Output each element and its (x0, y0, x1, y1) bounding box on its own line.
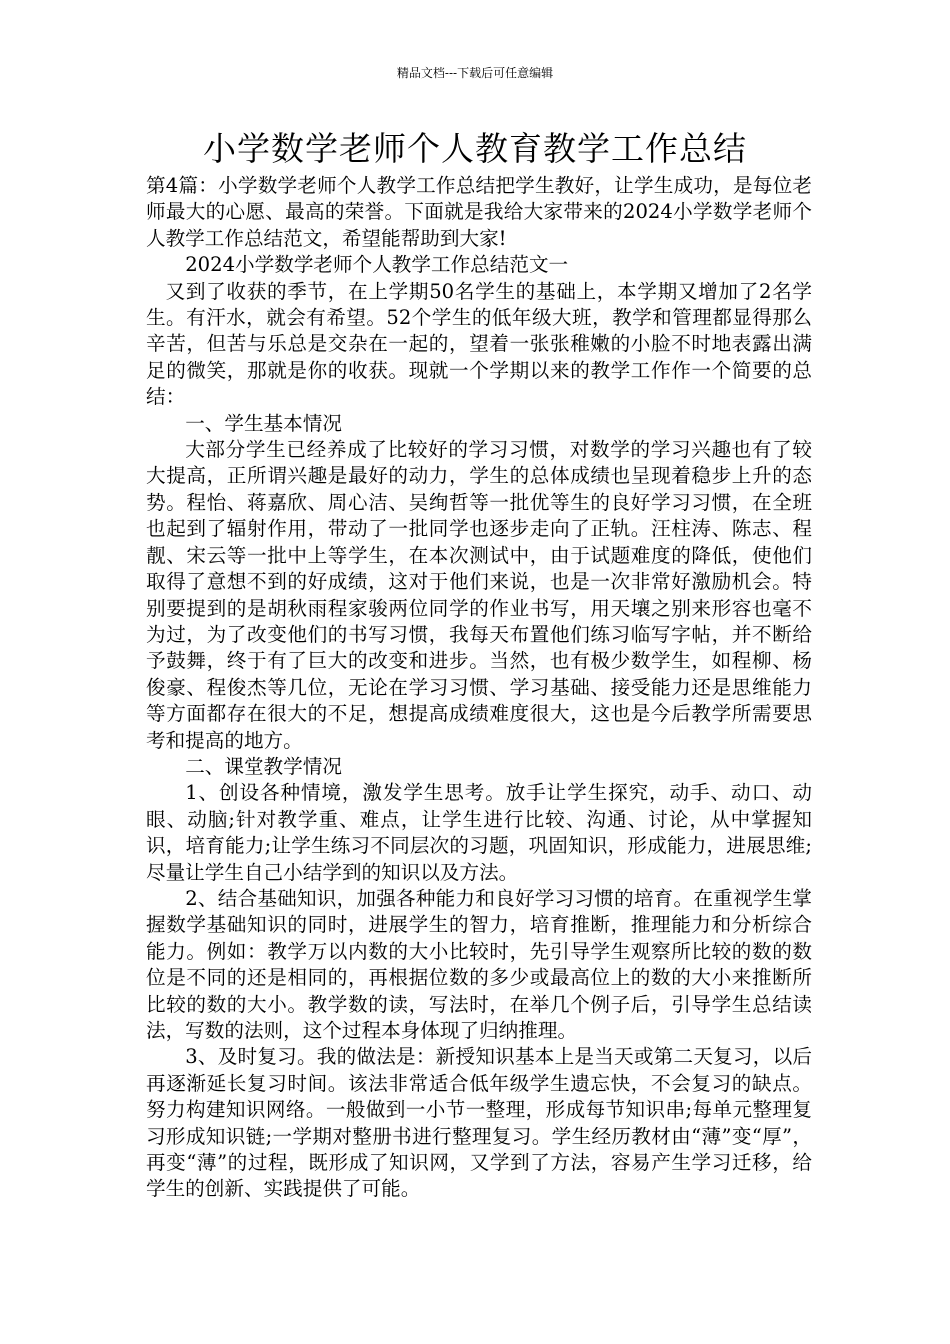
sample-subtitle: 2024小学数学老师个人教学工作总结范文一 (185, 253, 569, 277)
students-paragraph: 大部分学生已经养成了比较好的学习习惯，对数学的学习兴趣也有了较大提高，正所谓兴趣是最好的动力，学生的总体成绩也呈现着稳步上升的态势。程怡、蒋嘉欣、周心洁、吴绚哲等一批优等生的良好学习习惯，在全班也起到了辐射作用，带动了一批同学也逐步走向了正轨。汪柱涛、陈志、程靓、宋云等一批中上等学生，在本次测试中，由于试题难度的降低，使他们取得了意想不到的好成绩，这对于他们来说，也是一次非常好激励机会。特别要提到的是胡秋雨程家骏两位同学的作业书写，用天壤之别来形容也毫不为过，为了改变他们的书写习惯，我每天布置他们练习临写字帖，并不断给予鼓舞，终于有了巨大的改变和进步。当然，也有极少数学生，如程柳、杨俊豪、程俊杰等几位，无论在学习习惯、学习基础、接受能力还是思维能力等方面都存在很大的不足，想提高成绩难度很大，这也是今后教学所需要思考和提高的地方。 (146, 438, 812, 752)
intro-paragraph: 第4篇：小学数学老师个人教学工作总结把学生教好，让学生成功，是每位老师最大的心愿、最高的荣誉。下面就是我给大家带来的2024小学数学老师个人教学工作总结范文，希望能帮助到大家! (146, 174, 812, 250)
section-heading-teaching: 二、课堂教学情况 (185, 754, 342, 778)
teaching-point-2: 2、结合基础知识，加强各种能力和良好学习习惯的培育。在重视学生掌握数学基础知识的同时，进展学生的智力，培育推断，推理能力和分析综合能力。例如：教学万以内数的大小比较时，先引导学生观察所比较的数的数位是不同的还是相同的，再根据位数的多少或最高位上的数的大小来推断所比较的数的大小。教学数的读，写法时，在举几个例子后，引导学生总结读法，写数的法则，这个过程本身体现了归纳推理。 (146, 886, 812, 1042)
document-body (146, 173, 812, 1203)
opening-paragraph: 又到了收获的季节，在上学期50名学生的基础上，本学期又增加了2名学生。有汗水，就会有希望。52个学生的低年级大班，教学和管理都显得那么辛苦，但苦与乐总是交杂在一起的，望着一张张稚嫩的小脸不时地表露出满足的微笑，那就是你的收获。现就一个学期以来的教学工作作一个简要的总结： (146, 279, 812, 409)
teaching-point-1: 1、创设各种情境，激发学生思考。放手让学生探究，动手、动口、动眼、动脑;针对教学重、难点，让学生进行比较、沟通、讨论，从中掌握知识，培育能力;让学生练习不同层次的习题，巩固知识，形成能力，进展思维;尽量让学生自己小结学到的知识以及方法。 (146, 781, 812, 884)
teaching-point-3: 3、及时复习。我的做法是：新授知识基本上是当天或第二天复习，以后再逐渐延长复习时间。该法非常适合低年级学生遗忘快，不会复习的缺点。努力构建知识网络。一般做到一小节一整理，形成每节知识串;每单元整理复习形成知识链;一学期对整册书进行整理复习。学生经历教材由“薄”变“厚”，再变“薄”的过程，既形成了知识网，又学到了方法，容易产生学习迁移，给学生的创新、实践提供了可能。 (146, 1045, 812, 1201)
document-title: 小学数学老师个人教育教学工作总结 (203, 129, 747, 168)
section-heading-students: 一、学生基本情况 (185, 411, 342, 435)
page-header-watermark: 精品文档---下载后可任意编辑 (396, 66, 554, 80)
